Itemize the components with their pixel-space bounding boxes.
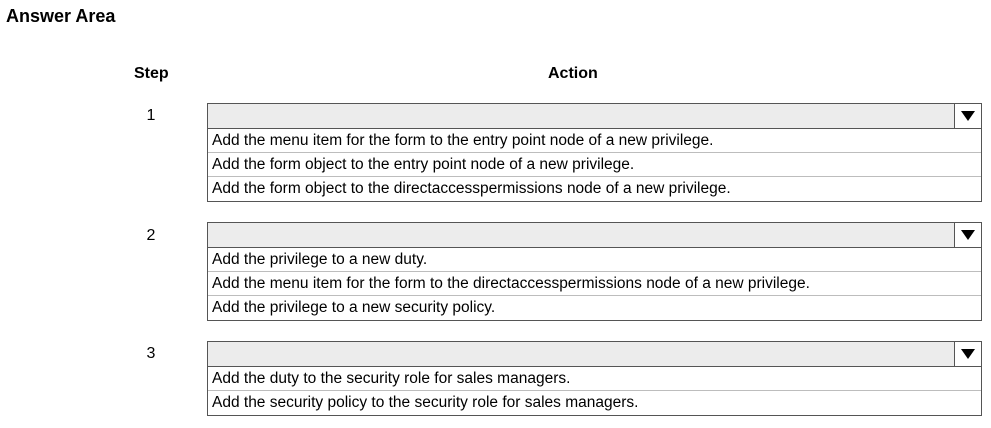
- step-number-1: 1: [146, 107, 156, 124]
- step-1-option[interactable]: Add the form object to the entry point node of a new privilege.: [208, 153, 981, 177]
- step-3-dropdown-arrow-button[interactable]: [954, 342, 981, 366]
- step-1-dropdown[interactable]: [207, 103, 982, 202]
- step-2-option[interactable]: Add the privilege to a new duty.: [208, 248, 981, 272]
- triangle-down-icon: [961, 111, 975, 121]
- step-1-dropdown-selected[interactable]: [208, 104, 981, 129]
- step-3-dropdown[interactable]: [207, 341, 982, 416]
- triangle-down-icon: [961, 349, 975, 359]
- step-1-option[interactable]: Add the form object to the directaccesspermissions node of a new privilege.: [212, 180, 731, 197]
- step-2-dropdown-selected[interactable]: [208, 223, 981, 248]
- step-3-dropdown-selected[interactable]: [208, 342, 981, 367]
- step-2-dropdown[interactable]: [207, 222, 982, 321]
- step-1-dropdown-arrow-button[interactable]: [954, 104, 981, 128]
- step-2-option[interactable]: Add the menu item for the form to the directaccesspermissions node of a new privilege.: [208, 272, 981, 296]
- step-number-2: 2: [146, 227, 156, 244]
- step-3-option[interactable]: Add the duty to the security role for sales managers.: [208, 367, 981, 391]
- step-number-3: 3: [146, 345, 156, 362]
- action-column-header: Action: [548, 65, 598, 82]
- step-column-header: Step: [134, 65, 169, 82]
- step-2-dropdown-arrow-button[interactable]: [954, 223, 981, 247]
- step-2-option[interactable]: Add the privilege to a new security policy.: [212, 299, 496, 316]
- step-3-option[interactable]: Add the security policy to the security role for sales managers.: [212, 394, 639, 411]
- answer-area-title: Answer Area: [6, 6, 116, 26]
- triangle-down-icon: [961, 230, 975, 240]
- step-1-option[interactable]: Add the menu item for the form to the entry point node of a new privilege.: [208, 129, 981, 153]
